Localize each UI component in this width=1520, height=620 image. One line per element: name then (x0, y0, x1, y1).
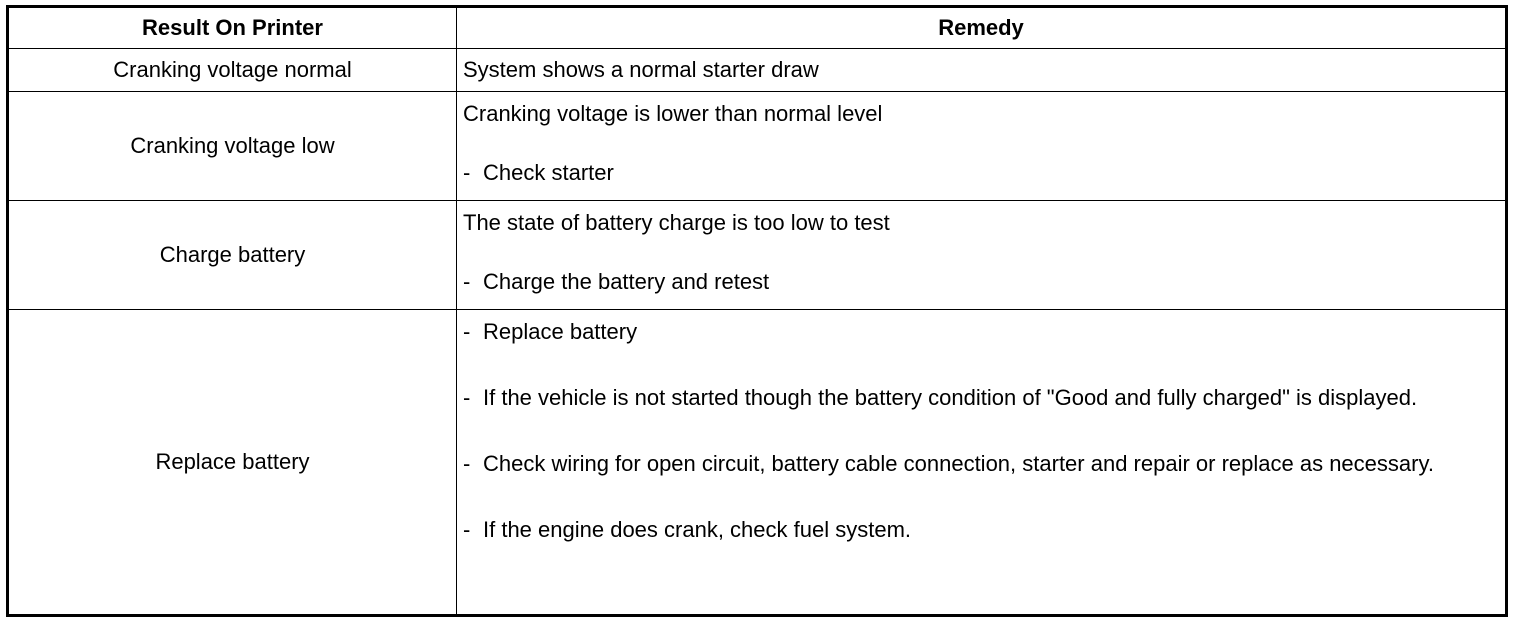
bullet-text: Replace battery (483, 319, 638, 344)
result-cell: Charge battery (8, 201, 457, 310)
bullet-text: Charge the battery and retest (483, 269, 770, 294)
remedy-cell (457, 49, 1507, 92)
remedy-cell (457, 310, 1507, 616)
table-row (8, 49, 1507, 92)
bullet-text: Check wiring for open circuit, battery cable connection, starter and repair or replace as necessary. (483, 451, 1434, 476)
remedy-bullet (463, 267, 1505, 297)
bullet-dash: - (463, 269, 471, 294)
remedy-cell (457, 201, 1507, 310)
result-cell: Cranking voltage low (8, 92, 457, 201)
remedy-intro: The state of battery charge is too low to test (463, 210, 890, 235)
remedy-bullet (463, 383, 1505, 413)
remedy-bullet (463, 317, 1505, 347)
table-row (8, 92, 1507, 201)
remedy-bullet (463, 515, 1505, 545)
result-cell: Cranking voltage normal (8, 49, 457, 92)
table-row (8, 310, 1507, 616)
bullet-dash: - (463, 160, 471, 185)
bullet-text: Check starter (483, 160, 614, 185)
bullet-dash: - (463, 517, 471, 542)
remedy-text: System shows a normal starter draw (463, 57, 819, 82)
header-remedy: Remedy (457, 7, 1507, 49)
remedy-bullet (463, 449, 1505, 479)
remedy-bullet (463, 158, 1505, 188)
bullet-dash: - (463, 385, 471, 410)
bullet-text: If the vehicle is not started though the battery condition of "Good and fully charged" is displayed. (483, 385, 1418, 410)
remedy-cell (457, 92, 1507, 201)
bullet-dash: - (463, 319, 471, 344)
table-row (8, 201, 1507, 310)
table-header-row (8, 7, 1507, 49)
result-cell: Replace battery (8, 310, 457, 616)
bullet-dash: - (463, 451, 471, 476)
header-result-on-printer: Result On Printer (8, 7, 457, 49)
battery-test-results-table (6, 5, 1508, 617)
remedy-intro: Cranking voltage is lower than normal level (463, 101, 883, 126)
bullet-text: If the engine does crank, check fuel system. (483, 517, 912, 542)
